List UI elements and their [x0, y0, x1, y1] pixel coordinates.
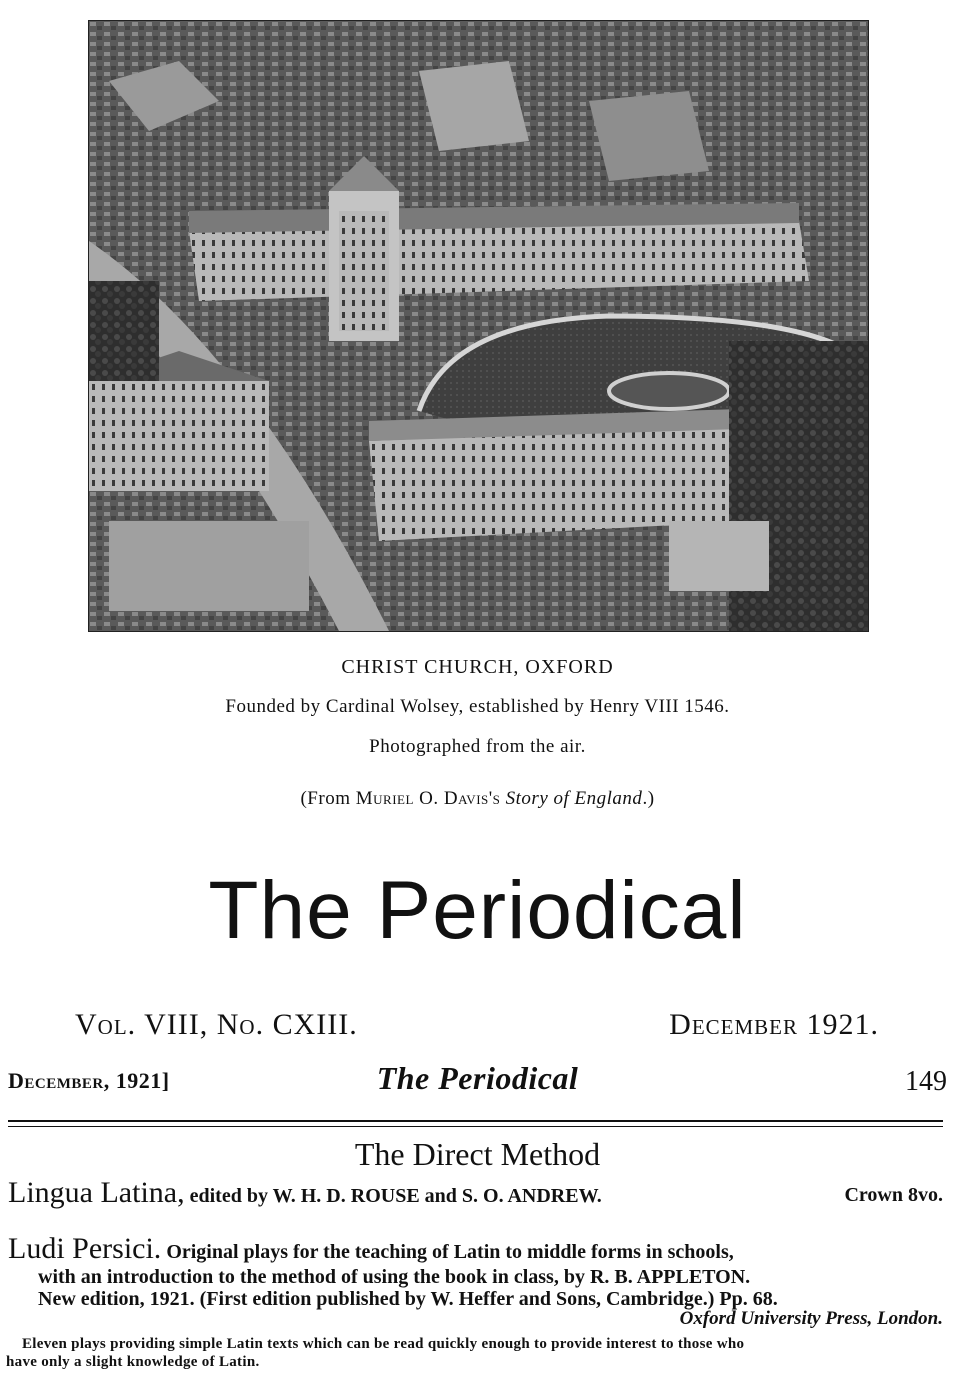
book-description-line: New edition, 1921. (First edition published by W. Heffer and Sons, Cambridge.) Pp. 68.	[38, 1288, 778, 1310]
book-description-line: with an introduction to the method of using the book in class, by R. B. APPLETON.	[38, 1266, 751, 1288]
volume-number: Vol. VIII, No. CXIII.	[75, 1008, 358, 1041]
section-heading: The Direct Method	[354, 1136, 601, 1172]
header-rule-thick	[8, 1120, 943, 1122]
source-author: Muriel O. Davis's	[355, 788, 501, 809]
photograph-illustration	[89, 21, 868, 631]
source-prefix: (From	[300, 788, 356, 809]
aerial-photograph	[88, 20, 869, 632]
header-rule-thin	[8, 1126, 943, 1127]
figure-caption-founded: Founded by Cardinal Wolsey, established by Henry VIII 1546.	[225, 696, 730, 717]
book-imprint: Oxford University Press, London.	[679, 1308, 943, 1329]
figure-caption-photographed: Photographed from the air.	[369, 736, 586, 757]
source-suffix: .)	[642, 788, 655, 809]
running-head-title: The Periodical	[376, 1060, 579, 1096]
masthead-title: The Periodical	[208, 865, 747, 956]
book-title: Lingua Latina,	[8, 1176, 185, 1209]
book-title: Ludi Persici.	[8, 1232, 162, 1265]
book-entry	[8, 1232, 948, 1266]
source-work: Story of England	[505, 788, 643, 809]
figure-source-credit	[0, 788, 955, 810]
book-note-line: Eleven plays providing simple Latin texts which can be read quickly enough to provide interest to those who	[22, 1336, 745, 1352]
figure-caption-title: CHRIST CHURCH, OXFORD	[341, 656, 614, 678]
book-note-line: have only a slight knowledge of Latin.	[6, 1354, 260, 1370]
book-description: Original plays for the teaching of Latin to middle forms in schools,	[161, 1241, 734, 1263]
running-head-date: December, 1921]	[8, 1068, 170, 1093]
book-format: Crown 8vo.	[844, 1184, 943, 1206]
issue-date: December 1921.	[669, 1008, 879, 1041]
page-number: 149	[905, 1066, 947, 1097]
book-editors: edited by W. H. D. ROUSE and S. O. ANDREW.	[184, 1185, 602, 1207]
book-entry	[8, 1176, 948, 1210]
